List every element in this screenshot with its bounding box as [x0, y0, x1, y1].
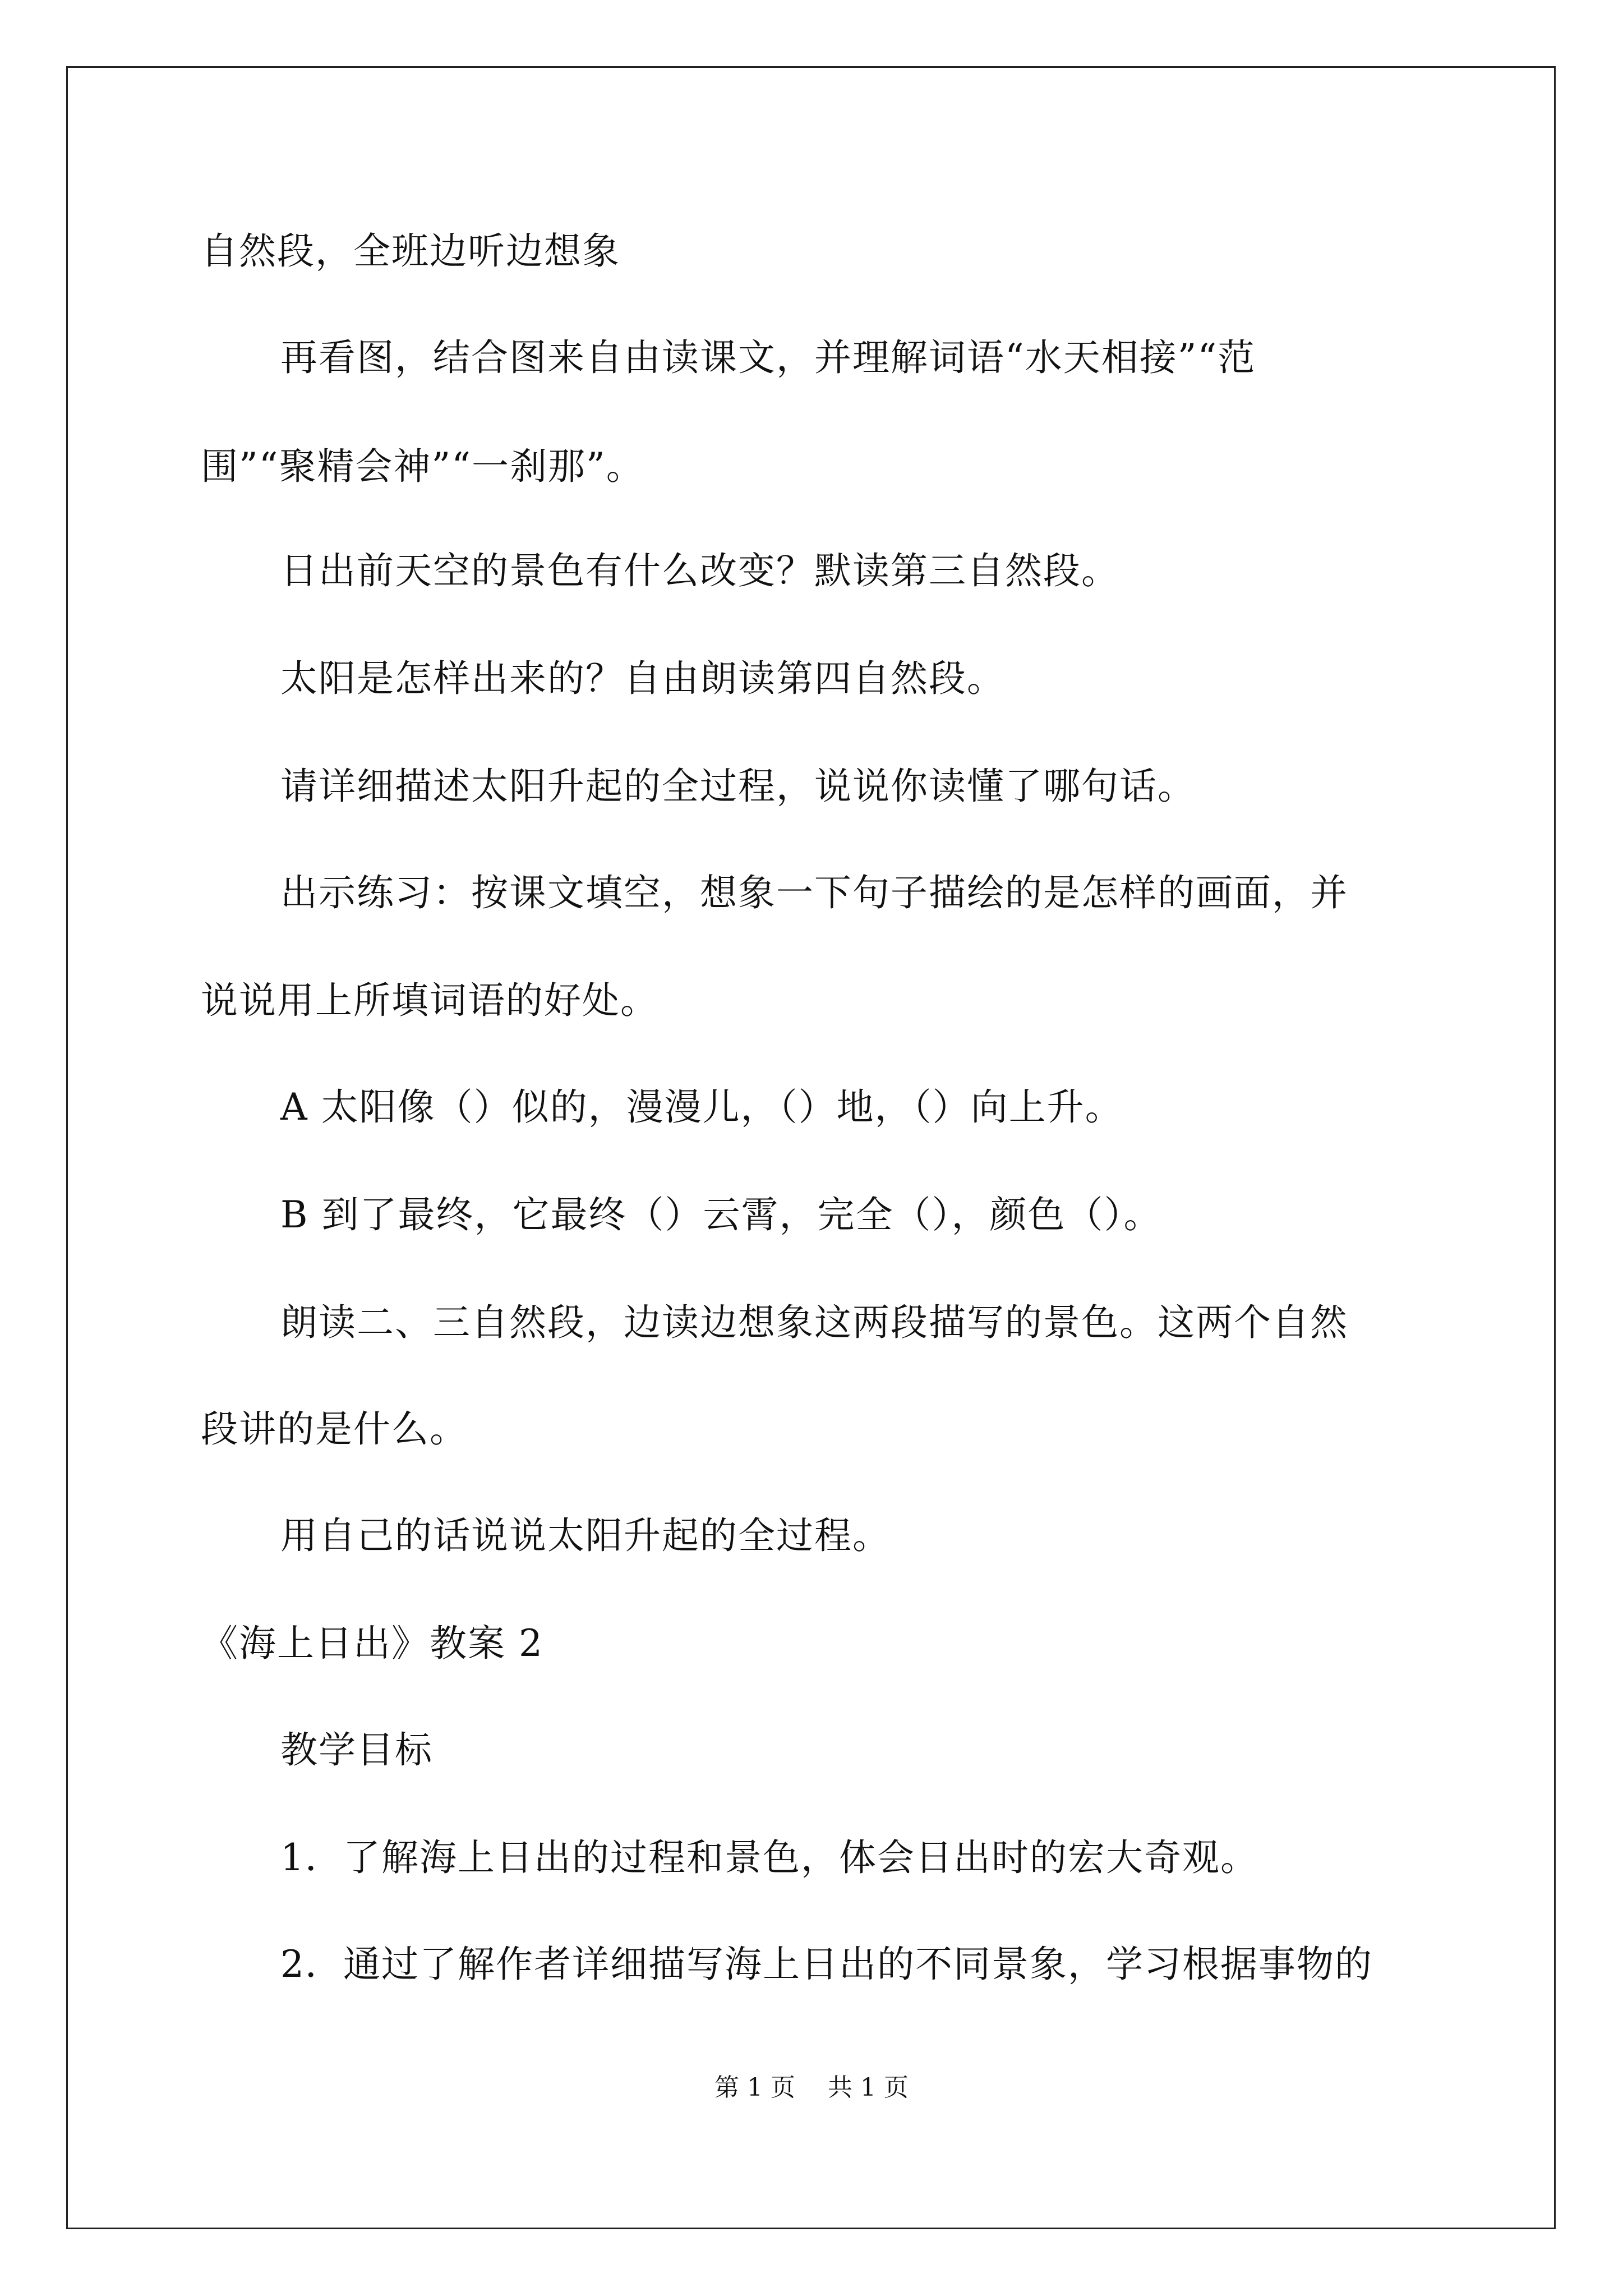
text-line-13: 用自己的话说说太阳升起的全过程。	[280, 1514, 891, 1557]
page-border	[66, 66, 1556, 2229]
text-line-5: 太阳是怎样出来的？自由朗读第四自然段。	[280, 657, 1005, 700]
text-line-12: 段讲的是什么。	[201, 1407, 468, 1451]
text-line-7: 出示练习：按课文填空，想象一下句子描绘的是怎样的画面，并	[280, 871, 1348, 914]
text-line-6: 请详细描述太阳升起的全过程，说说你读懂了哪句话。	[280, 765, 1196, 808]
page-footer: 第 1 页 共 1 页	[714, 2073, 909, 2102]
text-line-9: A 太阳像（）似的，漫漫儿，（）地，（）向上升。	[280, 1085, 1123, 1129]
subheading-teaching-goals: 教学目标	[280, 1728, 433, 1772]
text-line-1: 自然段，全班边听边想象	[201, 229, 620, 273]
text-line-4: 日出前天空的景色有什么改变？默读第三自然段。	[280, 549, 1119, 592]
text-line-10: B 到了最终，它最终（）云霄，完全（），颜色（）。	[280, 1193, 1162, 1236]
text-line-3: 围”“聚精会神”“一刹那”。	[201, 445, 644, 488]
section-heading: 《海上日出》教案 2	[201, 1622, 543, 1665]
goal-item-1: 1．了解海上日出的过程和景色，体会日出时的宏大奇观。	[280, 1836, 1258, 1879]
goal-item-2: 2．通过了解作者详细描写海上日出的不同景象，学习根据事物的	[280, 1943, 1373, 1986]
text-line-11: 朗读二、三自然段，边读边想象这两段描写的景色。这两个自然	[280, 1301, 1348, 1344]
text-line-2: 再看图，结合图来自由读课文，并理解词语“水天相接”“范	[280, 336, 1256, 379]
text-line-8: 说说用上所填词语的好处。	[201, 979, 658, 1022]
